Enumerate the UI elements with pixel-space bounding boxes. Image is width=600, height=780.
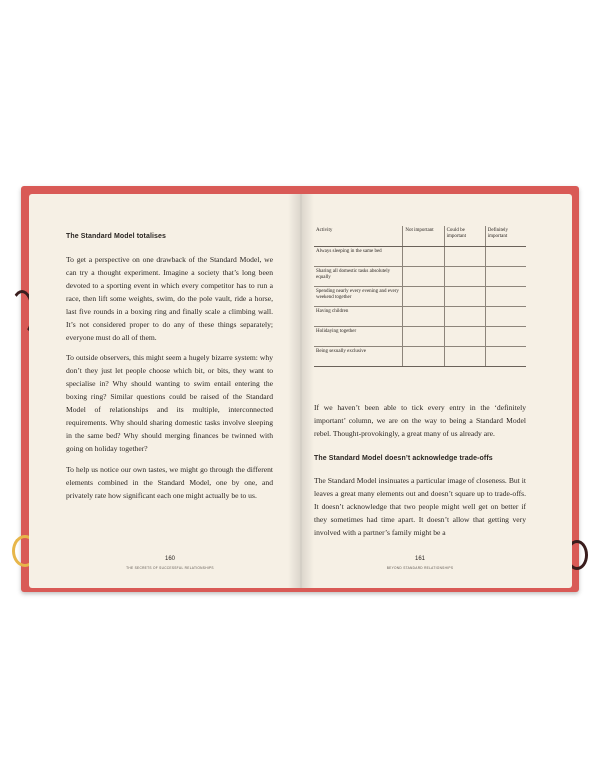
- activity-cell: Being sexually exclusive: [314, 347, 403, 367]
- paragraph: If we haven’t been able to tick every entry in the ‘definitely important’ column, we are on the way to being a Standard Model rebel. Thought-provokingly, a great many of us already are.: [314, 403, 526, 438]
- table-row: [314, 327, 526, 347]
- section-heading: The Standard Model doesn’t acknowledge trade-offs: [314, 455, 493, 462]
- paragraph: The Standard Model insinuates a particular image of closeness. But it leaves a great many elements out and doesn’t square up to trade-offs. It doesn’t acknowledge that two people might well get on better if they sometimes had time apart. It doesn’t allow that getting very involved with a partner’s family might be a: [314, 476, 526, 537]
- paragraph: To outside observers, this might seem a hugely bizarre system: why don’t they just let people choose which bit, or bits, they want to specialise in? Why should wanting to swim entail entering the boxing ring? Similar questions could be raised of the Standard Model of relationships and its multiple, interconnected requirements. Why should sharing domestic tasks involve sleeping in the same bed? Why should merging finances be twinned with going on holiday together?: [66, 353, 273, 453]
- checkbox-cell: [444, 327, 485, 347]
- activity-cell: Holidaying together: [314, 327, 403, 347]
- checkbox-cell: [403, 267, 444, 287]
- table-row: [314, 267, 526, 287]
- checkbox-cell: [403, 287, 444, 307]
- running-footer: THE SECRETS OF SUCCESSFUL RELATIONSHIPS: [126, 566, 214, 570]
- checkbox-cell: [444, 247, 485, 267]
- checkbox-cell: [485, 267, 526, 287]
- column-header: Definitely important: [485, 226, 526, 247]
- activity-cell: Having children: [314, 307, 403, 327]
- page-number: 160: [164, 556, 175, 562]
- checkbox-cell: [403, 327, 444, 347]
- running-footer: BEYOND STANDARD RELATIONSHIPS: [386, 566, 454, 570]
- section-heading: The Standard Model totalises: [66, 233, 167, 240]
- priority-table: [314, 226, 526, 367]
- table-row: [314, 287, 526, 307]
- activity-cell: Always sleeping in the same bed: [314, 247, 403, 267]
- page-number: 161: [414, 556, 425, 562]
- table-row: [314, 347, 526, 367]
- column-header: Activity: [314, 226, 403, 247]
- column-header: Could be important: [444, 226, 485, 247]
- checkbox-cell: [403, 347, 444, 367]
- activity-cell: Sharing all domestic tasks absolutely equally: [314, 267, 403, 287]
- table-header-row: [314, 226, 526, 247]
- table-row: [314, 247, 526, 267]
- checkbox-cell: [485, 287, 526, 307]
- activity-cell: Spending nearly every evening and every weekend together: [314, 287, 403, 307]
- checkbox-cell: [485, 327, 526, 347]
- checkbox-cell: [444, 307, 485, 327]
- column-header: Not important: [403, 226, 444, 247]
- checkbox-cell: [485, 307, 526, 327]
- paragraph: To help us notice our own tastes, we might go through the different elements combined in the Standard Model, one by one, and privately rate how significant each one might actually be to us.: [66, 465, 273, 500]
- checkbox-cell: [444, 347, 485, 367]
- table-row: [314, 307, 526, 327]
- book-gutter: [288, 194, 314, 588]
- checkbox-cell: [444, 267, 485, 287]
- paragraph: To get a perspective on one drawback of the Standard Model, we can try a thought experiment. Imagine a society that’s long been devoted to a sporting event in which every competitor has to run a race, then lift some weights, swim, do the pole vault, ride a horse, last five rounds in a boxing ring and finally scale a climbing wall. It’s not considered proper to do any of these things separately; everyone must do all of them.: [66, 255, 273, 342]
- checkbox-cell: [485, 347, 526, 367]
- checkbox-cell: [444, 287, 485, 307]
- checkbox-cell: [403, 247, 444, 267]
- checkbox-cell: [485, 247, 526, 267]
- checkbox-cell: [403, 307, 444, 327]
